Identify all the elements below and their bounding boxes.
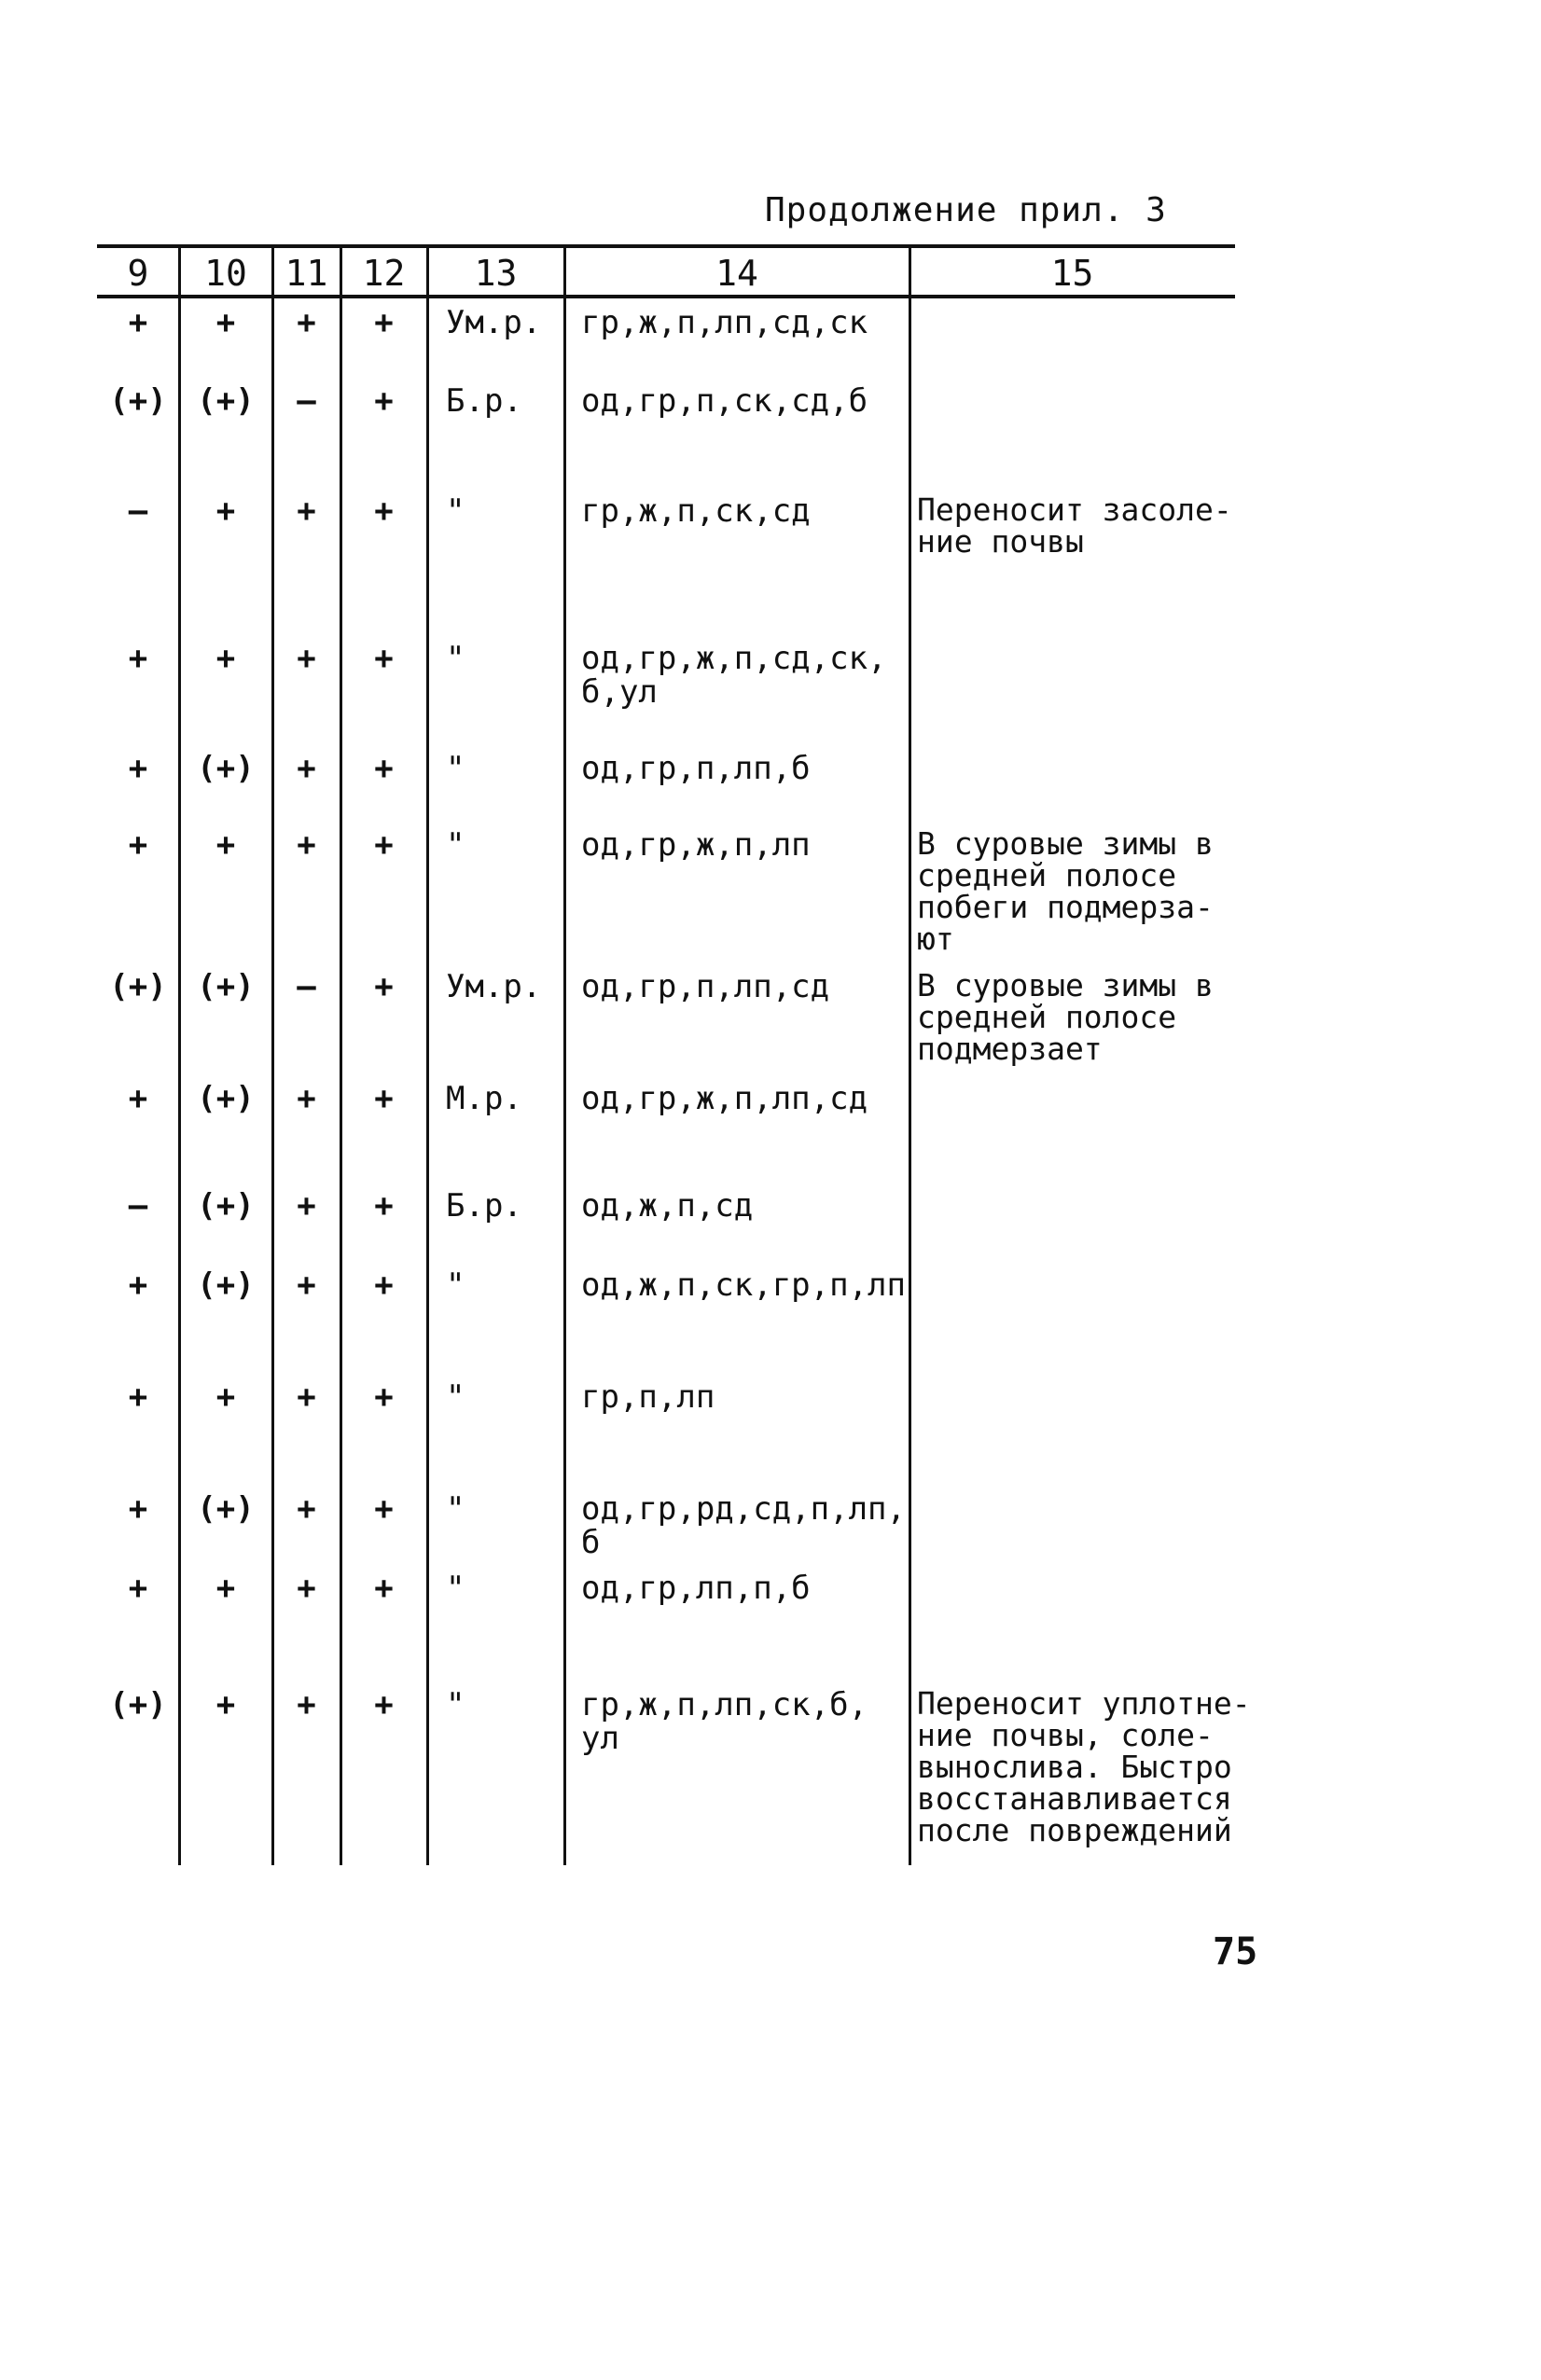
mark-cell: + xyxy=(128,750,148,787)
remark-cell: В суровые зимы в средней полосе побеги подмерза- ют xyxy=(917,825,1214,957)
soil-types-cell: од,гр,п,лп,сд xyxy=(581,968,830,1005)
mark-cell: + xyxy=(374,1378,394,1416)
mark-cell: (+) xyxy=(197,1266,255,1304)
soil-types-cell: гр,п,лп xyxy=(581,1378,715,1416)
column-divider xyxy=(271,248,274,1865)
column-header: 10 xyxy=(204,253,247,294)
mark-cell: + xyxy=(215,304,236,341)
mark-cell: (+) xyxy=(109,1686,167,1723)
column-divider xyxy=(563,248,566,1865)
mark-cell: + xyxy=(128,1080,148,1117)
column-divider xyxy=(178,248,181,1865)
mark-cell: (+) xyxy=(109,382,167,420)
growth-rate-cell: " xyxy=(446,1266,465,1304)
soil-types-cell: гр,ж,п,ск,сд xyxy=(581,492,811,530)
mark-cell: – xyxy=(297,968,316,1005)
column-divider xyxy=(340,248,342,1865)
growth-rate-cell: " xyxy=(446,492,465,530)
mark-cell: + xyxy=(215,1378,236,1416)
mark-cell: + xyxy=(215,826,236,864)
mark-cell: – xyxy=(297,382,316,420)
mark-cell: + xyxy=(374,1187,394,1225)
soil-types-cell: од,гр,рд,сд,п,лп, б xyxy=(581,1490,906,1561)
mark-cell: + xyxy=(374,382,394,420)
mark-cell: (+) xyxy=(197,382,255,420)
soil-types-cell: од,гр,п,ск,сд,б xyxy=(581,382,868,420)
mark-cell: + xyxy=(374,750,394,787)
mark-cell: + xyxy=(128,1378,148,1416)
mark-cell: (+) xyxy=(197,968,255,1005)
mark-cell: + xyxy=(128,1266,148,1304)
mark-cell: + xyxy=(297,492,316,530)
growth-rate-cell: М.р. xyxy=(446,1080,522,1117)
page-number: 75 xyxy=(1213,1930,1258,1973)
mark-cell: + xyxy=(297,826,316,864)
column-header: 11 xyxy=(285,253,328,294)
remark-cell: Переносит засоле- ние почвы xyxy=(917,491,1232,560)
column-header: 14 xyxy=(715,253,758,294)
mark-cell: (+) xyxy=(197,1080,255,1117)
mark-cell: + xyxy=(128,1570,148,1607)
column-divider xyxy=(426,248,429,1865)
appendix-caption: Продолжение прил. 3 xyxy=(765,191,1167,229)
mark-cell: + xyxy=(297,1490,316,1528)
mark-cell: (+) xyxy=(109,968,167,1005)
growth-rate-cell: Ум.р. xyxy=(446,304,542,341)
soil-types-cell: гр,ж,п,лп,сд,ск xyxy=(581,304,868,341)
mark-cell: + xyxy=(215,492,236,530)
soil-types-cell: од,гр,ж,п,лп,сд xyxy=(581,1080,868,1117)
mark-cell: (+) xyxy=(197,1490,255,1528)
mark-cell: (+) xyxy=(197,750,255,787)
mark-cell: (+) xyxy=(197,1187,255,1225)
soil-types-cell: од,гр,лп,п,б xyxy=(581,1570,811,1607)
growth-rate-cell: Б.р. xyxy=(446,1187,522,1225)
mark-cell: + xyxy=(374,1686,394,1723)
growth-rate-cell: Ум.р. xyxy=(446,968,542,1005)
table-top-rule xyxy=(97,244,1235,248)
column-header: 12 xyxy=(362,253,406,294)
soil-types-cell: од,гр,п,лп,б xyxy=(581,750,811,787)
mark-cell: + xyxy=(297,1266,316,1304)
growth-rate-cell: Б.р. xyxy=(446,382,522,420)
mark-cell: + xyxy=(374,1266,394,1304)
mark-cell: – xyxy=(128,492,148,530)
mark-cell: + xyxy=(374,826,394,864)
mark-cell: + xyxy=(128,1490,148,1528)
soil-types-cell: од,гр,ж,п,сд,ск, б,ул xyxy=(581,640,887,711)
mark-cell: + xyxy=(297,1187,316,1225)
column-header: 13 xyxy=(474,253,518,294)
soil-types-cell: од,гр,ж,п,лп xyxy=(581,826,811,864)
mark-cell: + xyxy=(297,1378,316,1416)
mark-cell: + xyxy=(128,826,148,864)
growth-rate-cell: " xyxy=(446,1490,465,1528)
mark-cell: + xyxy=(374,968,394,1005)
mark-cell: + xyxy=(374,1490,394,1528)
mark-cell: + xyxy=(215,640,236,677)
mark-cell: – xyxy=(128,1187,148,1225)
remark-cell: В суровые зимы в средней полосе подмерзает xyxy=(917,967,1214,1067)
mark-cell: + xyxy=(215,1570,236,1607)
remark-cell: Переносит уплотне- ние почвы, соле- вынослива. Быстро восстанавливается после повреждений xyxy=(917,1685,1251,1848)
mark-cell: + xyxy=(297,1570,316,1607)
mark-cell: + xyxy=(128,304,148,341)
soil-types-cell: гр,ж,п,лп,ск,б, ул xyxy=(581,1686,868,1757)
growth-rate-cell: " xyxy=(446,1378,465,1416)
mark-cell: + xyxy=(128,640,148,677)
mark-cell: + xyxy=(297,640,316,677)
soil-types-cell: од,ж,п,ск,гр,п,лп xyxy=(581,1266,906,1304)
column-divider xyxy=(909,248,911,1865)
mark-cell: + xyxy=(374,492,394,530)
growth-rate-cell: " xyxy=(446,750,465,787)
mark-cell: + xyxy=(374,1080,394,1117)
mark-cell: + xyxy=(297,750,316,787)
mark-cell: + xyxy=(297,1080,316,1117)
soil-types-cell: од,ж,п,сд xyxy=(581,1187,754,1225)
growth-rate-cell: " xyxy=(446,1686,465,1723)
mark-cell: + xyxy=(297,1686,316,1723)
mark-cell: + xyxy=(297,304,316,341)
column-header: 15 xyxy=(1050,253,1094,294)
column-header: 9 xyxy=(127,253,149,294)
mark-cell: + xyxy=(374,640,394,677)
growth-rate-cell: " xyxy=(446,640,465,677)
mark-cell: + xyxy=(374,1570,394,1607)
growth-rate-cell: " xyxy=(446,1570,465,1607)
mark-cell: + xyxy=(215,1686,236,1723)
mark-cell: + xyxy=(374,304,394,341)
growth-rate-cell: " xyxy=(446,826,465,864)
